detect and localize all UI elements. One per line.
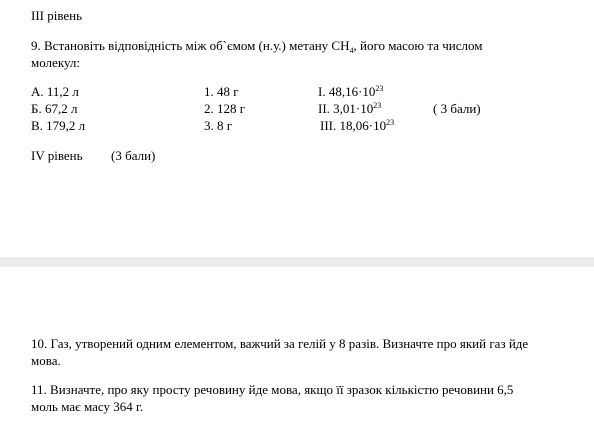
question-10-line-1: 10. Газ, утворений одним елементом, важчий за гелій у 8 разів. Визначте про який газ йде [31,336,529,351]
mass-option-1: 1. 48 г [204,84,239,99]
molecules-option-1-exponent: 23 [375,84,384,93]
question-10-line-2: мова. [31,353,61,368]
question-11-line-2: моль має масу 364 г. [31,399,144,414]
question-9-text-start: 9. Встановіть відповідність між об`ємом (н.у.) метану CH [31,38,350,53]
molecules-option-2-exponent: 23 [373,101,382,110]
molecules-option-3-base: III. 18,06·10 [320,118,387,133]
question-9-points: ( 3 бали) [433,101,481,116]
volume-option-c: В. 179,2 л [31,118,86,133]
molecules-option-1 [318,84,383,100]
question-9-line-1 [31,38,482,54]
mass-option-3: 3. 8 г [204,118,233,133]
question-11-line-1: 11. Визначте, про яку просту речовину йде мова, якщо її зразок кількістю речовини 6,5 [31,382,514,397]
level-3-heading: III рівень [31,8,83,23]
volume-option-a: А. 11,2 л [31,84,79,99]
molecules-option-2 [318,101,381,117]
page-bottom [0,267,594,431]
question-9-line-2: молекул: [31,55,80,70]
page-separator [0,257,594,267]
question-9-text-end: , його масою та числом [353,38,483,53]
mass-option-2: 2. 128 г [204,101,246,116]
molecules-option-3 [320,118,394,134]
level-4-points: (3 бали) [111,148,156,163]
molecules-option-1-base: I. 48,16·10 [318,84,376,99]
level-4-heading: IV рівень [31,148,83,163]
molecules-option-2-base: II. 3,01·10 [318,101,374,116]
ch4-subscript: 4 [349,46,354,55]
volume-option-b: Б. 67,2 л [31,101,78,116]
molecules-option-3-exponent: 23 [386,118,395,127]
